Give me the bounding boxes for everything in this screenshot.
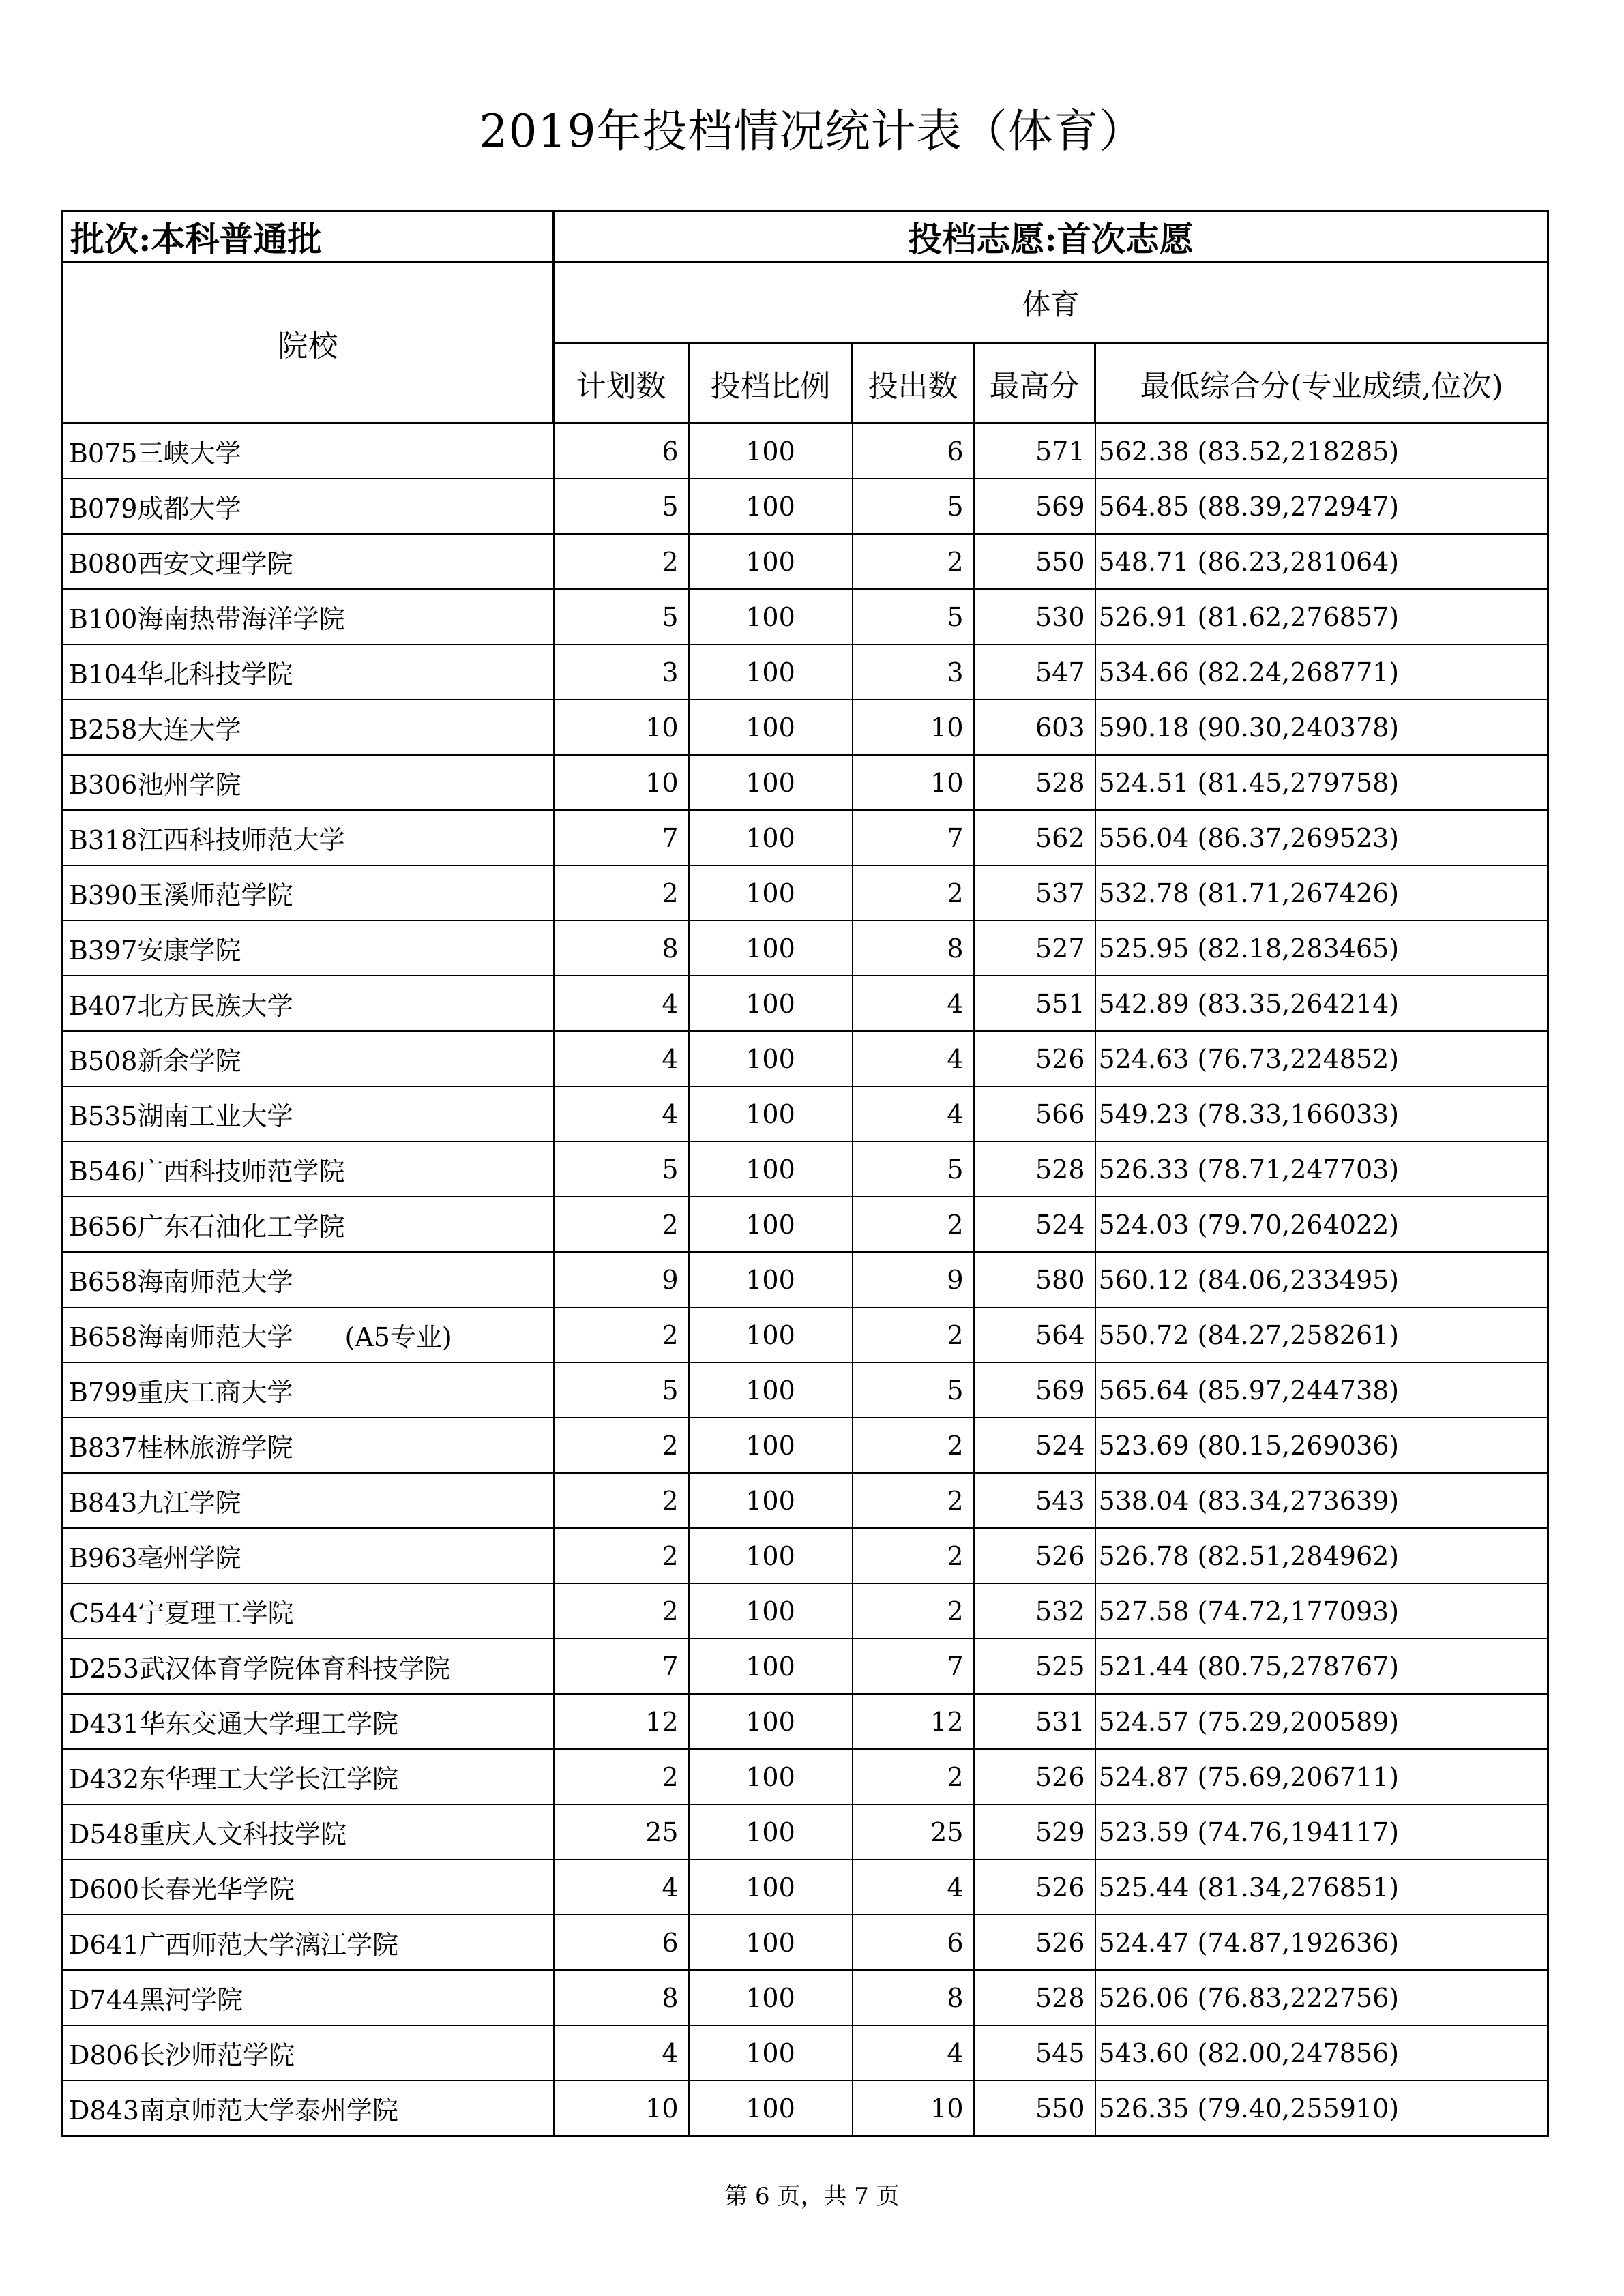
ratio-cell: 100 bbox=[689, 1418, 853, 1473]
ratio-cell: 100 bbox=[689, 1473, 853, 1528]
min-score-cell: 524.57 (75.29,200589) bbox=[1095, 1694, 1548, 1749]
table-row bbox=[63, 1086, 1548, 1142]
school-name-cell: B390玉溪师范学院 bbox=[63, 865, 554, 921]
plan-count-cell: 2 bbox=[554, 1583, 689, 1639]
plan-column-header: 计划数 bbox=[554, 343, 689, 423]
school-name-cell: B318江西科技师范大学 bbox=[63, 810, 554, 865]
min-score-cell: 549.23 (78.33,166033) bbox=[1095, 1086, 1548, 1142]
min-score-cell: 524.51 (81.45,279758) bbox=[1095, 755, 1548, 810]
batch-label: 批次:本科普通批 bbox=[63, 211, 554, 263]
ratio-cell: 100 bbox=[689, 1307, 853, 1362]
plan-count-cell: 4 bbox=[554, 1031, 689, 1086]
plan-count-cell: 6 bbox=[554, 423, 689, 479]
table-row bbox=[63, 700, 1548, 755]
out-count-cell: 5 bbox=[853, 1142, 974, 1197]
school-name-cell: B658海南师范大学 bbox=[63, 1252, 554, 1307]
table-row bbox=[63, 810, 1548, 865]
table-row bbox=[63, 423, 1548, 479]
max-score-cell: 527 bbox=[974, 921, 1095, 976]
max-score-cell: 543 bbox=[974, 1473, 1095, 1528]
max-score-cell: 530 bbox=[974, 589, 1095, 644]
out-count-cell: 2 bbox=[853, 865, 974, 921]
min-score-cell: 525.44 (81.34,276851) bbox=[1095, 1860, 1548, 1915]
plan-count-cell: 2 bbox=[554, 865, 689, 921]
table-body bbox=[63, 423, 1548, 2136]
school-name-cell: B080西安文理学院 bbox=[63, 534, 554, 589]
plan-count-cell: 8 bbox=[554, 921, 689, 976]
plan-count-cell: 4 bbox=[554, 976, 689, 1031]
table-row bbox=[63, 865, 1548, 921]
max-score-cell: 551 bbox=[974, 976, 1095, 1031]
school-name-cell: B075三峡大学 bbox=[63, 423, 554, 479]
plan-count-cell: 2 bbox=[554, 1197, 689, 1252]
plan-count-cell: 2 bbox=[554, 1307, 689, 1362]
min-score-cell: 565.64 (85.97,244738) bbox=[1095, 1362, 1548, 1418]
min-score-cell: 524.47 (74.87,192636) bbox=[1095, 1915, 1548, 1970]
ratio-cell: 100 bbox=[689, 423, 853, 479]
min-score-cell: 524.03 (79.70,264022) bbox=[1095, 1197, 1548, 1252]
max-score-cell: 524 bbox=[974, 1418, 1095, 1473]
plan-count-cell: 7 bbox=[554, 810, 689, 865]
out-count-cell: 2 bbox=[853, 1307, 974, 1362]
school-name-cell: B837桂林旅游学院 bbox=[63, 1418, 554, 1473]
ratio-cell: 100 bbox=[689, 534, 853, 589]
max-score-cell: 562 bbox=[974, 810, 1095, 865]
ratio-cell: 100 bbox=[689, 1639, 853, 1694]
min-score-cell: 524.63 (76.73,224852) bbox=[1095, 1031, 1548, 1086]
table-row bbox=[63, 976, 1548, 1031]
out-count-cell: 5 bbox=[853, 589, 974, 644]
min-score-cell: 542.89 (83.35,264214) bbox=[1095, 976, 1548, 1031]
table-row bbox=[63, 1307, 1548, 1362]
table-row bbox=[63, 1583, 1548, 1639]
min-score-cell: 564.85 (88.39,272947) bbox=[1095, 479, 1548, 534]
volunteer-label: 投档志愿:首次志愿 bbox=[554, 211, 1548, 263]
ratio-cell: 100 bbox=[689, 921, 853, 976]
school-name-cell: C544宁夏理工学院 bbox=[63, 1583, 554, 1639]
min-score-cell: 543.60 (82.00,247856) bbox=[1095, 2025, 1548, 2081]
school-name-cell: B100海南热带海洋学院 bbox=[63, 589, 554, 644]
ratio-cell: 100 bbox=[689, 810, 853, 865]
plan-count-cell: 2 bbox=[554, 1418, 689, 1473]
plan-count-cell: 2 bbox=[554, 1749, 689, 1804]
out-count-cell: 2 bbox=[853, 534, 974, 589]
school-name-cell: B843九江学院 bbox=[63, 1473, 554, 1528]
school-name-cell: D641广西师范大学漓江学院 bbox=[63, 1915, 554, 1970]
max-score-cell: 603 bbox=[974, 700, 1095, 755]
out-count-cell: 7 bbox=[853, 810, 974, 865]
max-score-cell: 571 bbox=[974, 423, 1095, 479]
ratio-cell: 100 bbox=[689, 976, 853, 1031]
table-row bbox=[63, 1252, 1548, 1307]
out-count-cell: 8 bbox=[853, 921, 974, 976]
table-row bbox=[63, 1473, 1548, 1528]
ratio-cell: 100 bbox=[689, 1583, 853, 1639]
out-count-cell: 2 bbox=[853, 1197, 974, 1252]
table-row bbox=[63, 755, 1548, 810]
max-score-cell: 531 bbox=[974, 1694, 1095, 1749]
ratio-cell: 100 bbox=[689, 589, 853, 644]
plan-count-cell: 12 bbox=[554, 1694, 689, 1749]
ratio-cell: 100 bbox=[689, 2081, 853, 2136]
ratio-cell: 100 bbox=[689, 1749, 853, 1804]
ratio-cell: 100 bbox=[689, 644, 853, 700]
min-score-cell: 534.66 (82.24,268771) bbox=[1095, 644, 1548, 700]
max-column-header: 最高分 bbox=[974, 343, 1095, 423]
plan-count-cell: 4 bbox=[554, 1086, 689, 1142]
min-score-cell: 523.59 (74.76,194117) bbox=[1095, 1804, 1548, 1860]
table-row bbox=[63, 1694, 1548, 1749]
out-count-cell: 10 bbox=[853, 2081, 974, 2136]
plan-count-cell: 6 bbox=[554, 1915, 689, 1970]
min-score-cell: 556.04 (86.37,269523) bbox=[1095, 810, 1548, 865]
max-score-cell: 526 bbox=[974, 1031, 1095, 1086]
plan-count-cell: 5 bbox=[554, 479, 689, 534]
plan-count-cell: 10 bbox=[554, 2081, 689, 2136]
school-name-cell: B407北方民族大学 bbox=[63, 976, 554, 1031]
school-name-cell: B079成都大学 bbox=[63, 479, 554, 534]
max-score-cell: 537 bbox=[974, 865, 1095, 921]
max-score-cell: 564 bbox=[974, 1307, 1095, 1362]
plan-count-cell: 2 bbox=[554, 1528, 689, 1583]
min-score-cell: 590.18 (90.30,240378) bbox=[1095, 700, 1548, 755]
school-name-cell: D744黑河学院 bbox=[63, 1970, 554, 2025]
out-column-header: 投出数 bbox=[853, 343, 974, 423]
max-score-cell: 569 bbox=[974, 1362, 1095, 1418]
min-score-column-header: 最低综合分(专业成绩,位次) bbox=[1095, 343, 1548, 423]
out-count-cell: 5 bbox=[853, 1362, 974, 1418]
min-score-cell: 523.69 (80.15,269036) bbox=[1095, 1418, 1548, 1473]
out-count-cell: 7 bbox=[853, 1639, 974, 1694]
out-count-cell: 6 bbox=[853, 423, 974, 479]
table-row bbox=[63, 1970, 1548, 2025]
school-name-cell: B546广西科技师范学院 bbox=[63, 1142, 554, 1197]
school-name-cell: D253武汉体育学院体育科技学院 bbox=[63, 1639, 554, 1694]
table-row bbox=[63, 644, 1548, 700]
max-score-cell: 525 bbox=[974, 1639, 1095, 1694]
out-count-cell: 4 bbox=[853, 2025, 974, 2081]
school-name-cell: B799重庆工商大学 bbox=[63, 1362, 554, 1418]
ratio-cell: 100 bbox=[689, 1142, 853, 1197]
plan-count-cell: 5 bbox=[554, 1362, 689, 1418]
table-row bbox=[63, 534, 1548, 589]
out-count-cell: 4 bbox=[853, 1031, 974, 1086]
max-score-cell: 524 bbox=[974, 1197, 1095, 1252]
out-count-cell: 25 bbox=[853, 1804, 974, 1860]
school-name-cell: B104华北科技学院 bbox=[63, 644, 554, 700]
plan-count-cell: 7 bbox=[554, 1639, 689, 1694]
min-score-cell: 526.06 (76.83,222756) bbox=[1095, 1970, 1548, 2025]
max-score-cell: 529 bbox=[974, 1804, 1095, 1860]
out-count-cell: 4 bbox=[853, 1086, 974, 1142]
table-row bbox=[63, 1804, 1548, 1860]
plan-count-cell: 3 bbox=[554, 644, 689, 700]
min-score-cell: 560.12 (84.06,233495) bbox=[1095, 1252, 1548, 1307]
out-count-cell: 3 bbox=[853, 644, 974, 700]
ratio-cell: 100 bbox=[689, 1694, 853, 1749]
out-count-cell: 2 bbox=[853, 1473, 974, 1528]
school-name-cell: B963亳州学院 bbox=[63, 1528, 554, 1583]
table-row bbox=[63, 2081, 1548, 2136]
max-score-cell: 550 bbox=[974, 534, 1095, 589]
table-row bbox=[63, 1749, 1548, 1804]
min-score-cell: 562.38 (83.52,218285) bbox=[1095, 423, 1548, 479]
max-score-cell: 528 bbox=[974, 755, 1095, 810]
ratio-cell: 100 bbox=[689, 479, 853, 534]
max-score-cell: 550 bbox=[974, 2081, 1095, 2136]
ratio-cell: 100 bbox=[689, 1086, 853, 1142]
table-row bbox=[63, 1528, 1548, 1583]
max-score-cell: 526 bbox=[974, 1528, 1095, 1583]
table-row bbox=[63, 1418, 1548, 1473]
plan-count-cell: 5 bbox=[554, 1142, 689, 1197]
plan-count-cell: 8 bbox=[554, 1970, 689, 2025]
plan-count-cell: 2 bbox=[554, 1473, 689, 1528]
out-count-cell: 2 bbox=[853, 1583, 974, 1639]
min-score-cell: 521.44 (80.75,278767) bbox=[1095, 1639, 1548, 1694]
ratio-cell: 100 bbox=[689, 1915, 853, 1970]
school-name-cell: D843南京师范大学泰州学院 bbox=[63, 2081, 554, 2136]
school-name-cell: B656广东石油化工学院 bbox=[63, 1197, 554, 1252]
out-count-cell: 4 bbox=[853, 976, 974, 1031]
out-count-cell: 5 bbox=[853, 479, 974, 534]
min-score-cell: 532.78 (81.71,267426) bbox=[1095, 865, 1548, 921]
ratio-cell: 100 bbox=[689, 1031, 853, 1086]
max-score-cell: 547 bbox=[974, 644, 1095, 700]
table-row bbox=[63, 1362, 1548, 1418]
plan-count-cell: 10 bbox=[554, 700, 689, 755]
out-count-cell: 2 bbox=[853, 1418, 974, 1473]
max-score-cell: 528 bbox=[974, 1970, 1095, 2025]
max-score-cell: 526 bbox=[974, 1860, 1095, 1915]
table-row bbox=[63, 921, 1548, 976]
out-count-cell: 10 bbox=[853, 700, 974, 755]
max-score-cell: 526 bbox=[974, 1915, 1095, 1970]
min-score-cell: 524.87 (75.69,206711) bbox=[1095, 1749, 1548, 1804]
plan-count-cell: 9 bbox=[554, 1252, 689, 1307]
out-count-cell: 6 bbox=[853, 1915, 974, 1970]
max-score-cell: 569 bbox=[974, 479, 1095, 534]
school-name-cell: B508新余学院 bbox=[63, 1031, 554, 1086]
min-score-cell: 538.04 (83.34,273639) bbox=[1095, 1473, 1548, 1528]
min-score-cell: 525.95 (82.18,283465) bbox=[1095, 921, 1548, 976]
max-score-cell: 526 bbox=[974, 1749, 1095, 1804]
admission-table bbox=[61, 210, 1549, 2137]
max-score-cell: 580 bbox=[974, 1252, 1095, 1307]
ratio-cell: 100 bbox=[689, 700, 853, 755]
max-score-cell: 545 bbox=[974, 2025, 1095, 2081]
table-row bbox=[63, 589, 1548, 644]
page-title: 2019年投档情况统计表（体育） bbox=[479, 105, 1145, 158]
ratio-cell: 100 bbox=[689, 1860, 853, 1915]
school-name-cell: B306池州学院 bbox=[63, 755, 554, 810]
ratio-column-header: 投档比例 bbox=[689, 343, 853, 423]
plan-count-cell: 4 bbox=[554, 2025, 689, 2081]
table-row bbox=[63, 1031, 1548, 1086]
school-name-cell: B258大连大学 bbox=[63, 700, 554, 755]
max-score-cell: 566 bbox=[974, 1086, 1095, 1142]
plan-count-cell: 4 bbox=[554, 1860, 689, 1915]
school-name-cell: B658海南师范大学 (A5专业) bbox=[63, 1307, 554, 1362]
plan-count-cell: 2 bbox=[554, 534, 689, 589]
ratio-cell: 100 bbox=[689, 1362, 853, 1418]
ratio-cell: 100 bbox=[689, 1970, 853, 2025]
plan-count-cell: 25 bbox=[554, 1804, 689, 1860]
max-score-cell: 532 bbox=[974, 1583, 1095, 1639]
table-row bbox=[63, 1915, 1548, 1970]
min-score-cell: 527.58 (74.72,177093) bbox=[1095, 1583, 1548, 1639]
page-footer: 第 6 页，共 7 页 bbox=[724, 2183, 900, 2210]
min-score-cell: 526.35 (79.40,255910) bbox=[1095, 2081, 1548, 2136]
table-row bbox=[63, 479, 1548, 534]
school-name-cell: D600长春光华学院 bbox=[63, 1860, 554, 1915]
min-score-cell: 526.78 (82.51,284962) bbox=[1095, 1528, 1548, 1583]
ratio-cell: 100 bbox=[689, 1528, 853, 1583]
school-name-cell: B535湖南工业大学 bbox=[63, 1086, 554, 1142]
school-name-cell: D432东华理工大学长江学院 bbox=[63, 1749, 554, 1804]
out-count-cell: 2 bbox=[853, 1749, 974, 1804]
out-count-cell: 2 bbox=[853, 1528, 974, 1583]
ratio-cell: 100 bbox=[689, 1252, 853, 1307]
min-score-cell: 548.71 (86.23,281064) bbox=[1095, 534, 1548, 589]
school-name-cell: D806长沙师范学院 bbox=[63, 2025, 554, 2081]
out-count-cell: 4 bbox=[853, 1860, 974, 1915]
ratio-cell: 100 bbox=[689, 755, 853, 810]
min-score-cell: 526.33 (78.71,247703) bbox=[1095, 1142, 1548, 1197]
table-row bbox=[63, 1860, 1548, 1915]
ratio-cell: 100 bbox=[689, 2025, 853, 2081]
plan-count-cell: 10 bbox=[554, 755, 689, 810]
table-row bbox=[63, 1197, 1548, 1252]
plan-count-cell: 5 bbox=[554, 589, 689, 644]
ratio-cell: 100 bbox=[689, 865, 853, 921]
category-header: 体育 bbox=[554, 263, 1548, 343]
out-count-cell: 8 bbox=[853, 1970, 974, 2025]
ratio-cell: 100 bbox=[689, 1804, 853, 1860]
min-score-cell: 550.72 (84.27,258261) bbox=[1095, 1307, 1548, 1362]
school-name-cell: D431华东交通大学理工学院 bbox=[63, 1694, 554, 1749]
table-row bbox=[63, 2025, 1548, 2081]
min-score-cell: 526.91 (81.62,276857) bbox=[1095, 589, 1548, 644]
school-name-cell: B397安康学院 bbox=[63, 921, 554, 976]
out-count-cell: 12 bbox=[853, 1694, 974, 1749]
ratio-cell: 100 bbox=[689, 1197, 853, 1252]
table-row bbox=[63, 1142, 1548, 1197]
out-count-cell: 10 bbox=[853, 755, 974, 810]
school-column-header: 院校 bbox=[63, 263, 554, 423]
table-row bbox=[63, 1639, 1548, 1694]
max-score-cell: 528 bbox=[974, 1142, 1095, 1197]
out-count-cell: 9 bbox=[853, 1252, 974, 1307]
school-name-cell: D548重庆人文科技学院 bbox=[63, 1804, 554, 1860]
